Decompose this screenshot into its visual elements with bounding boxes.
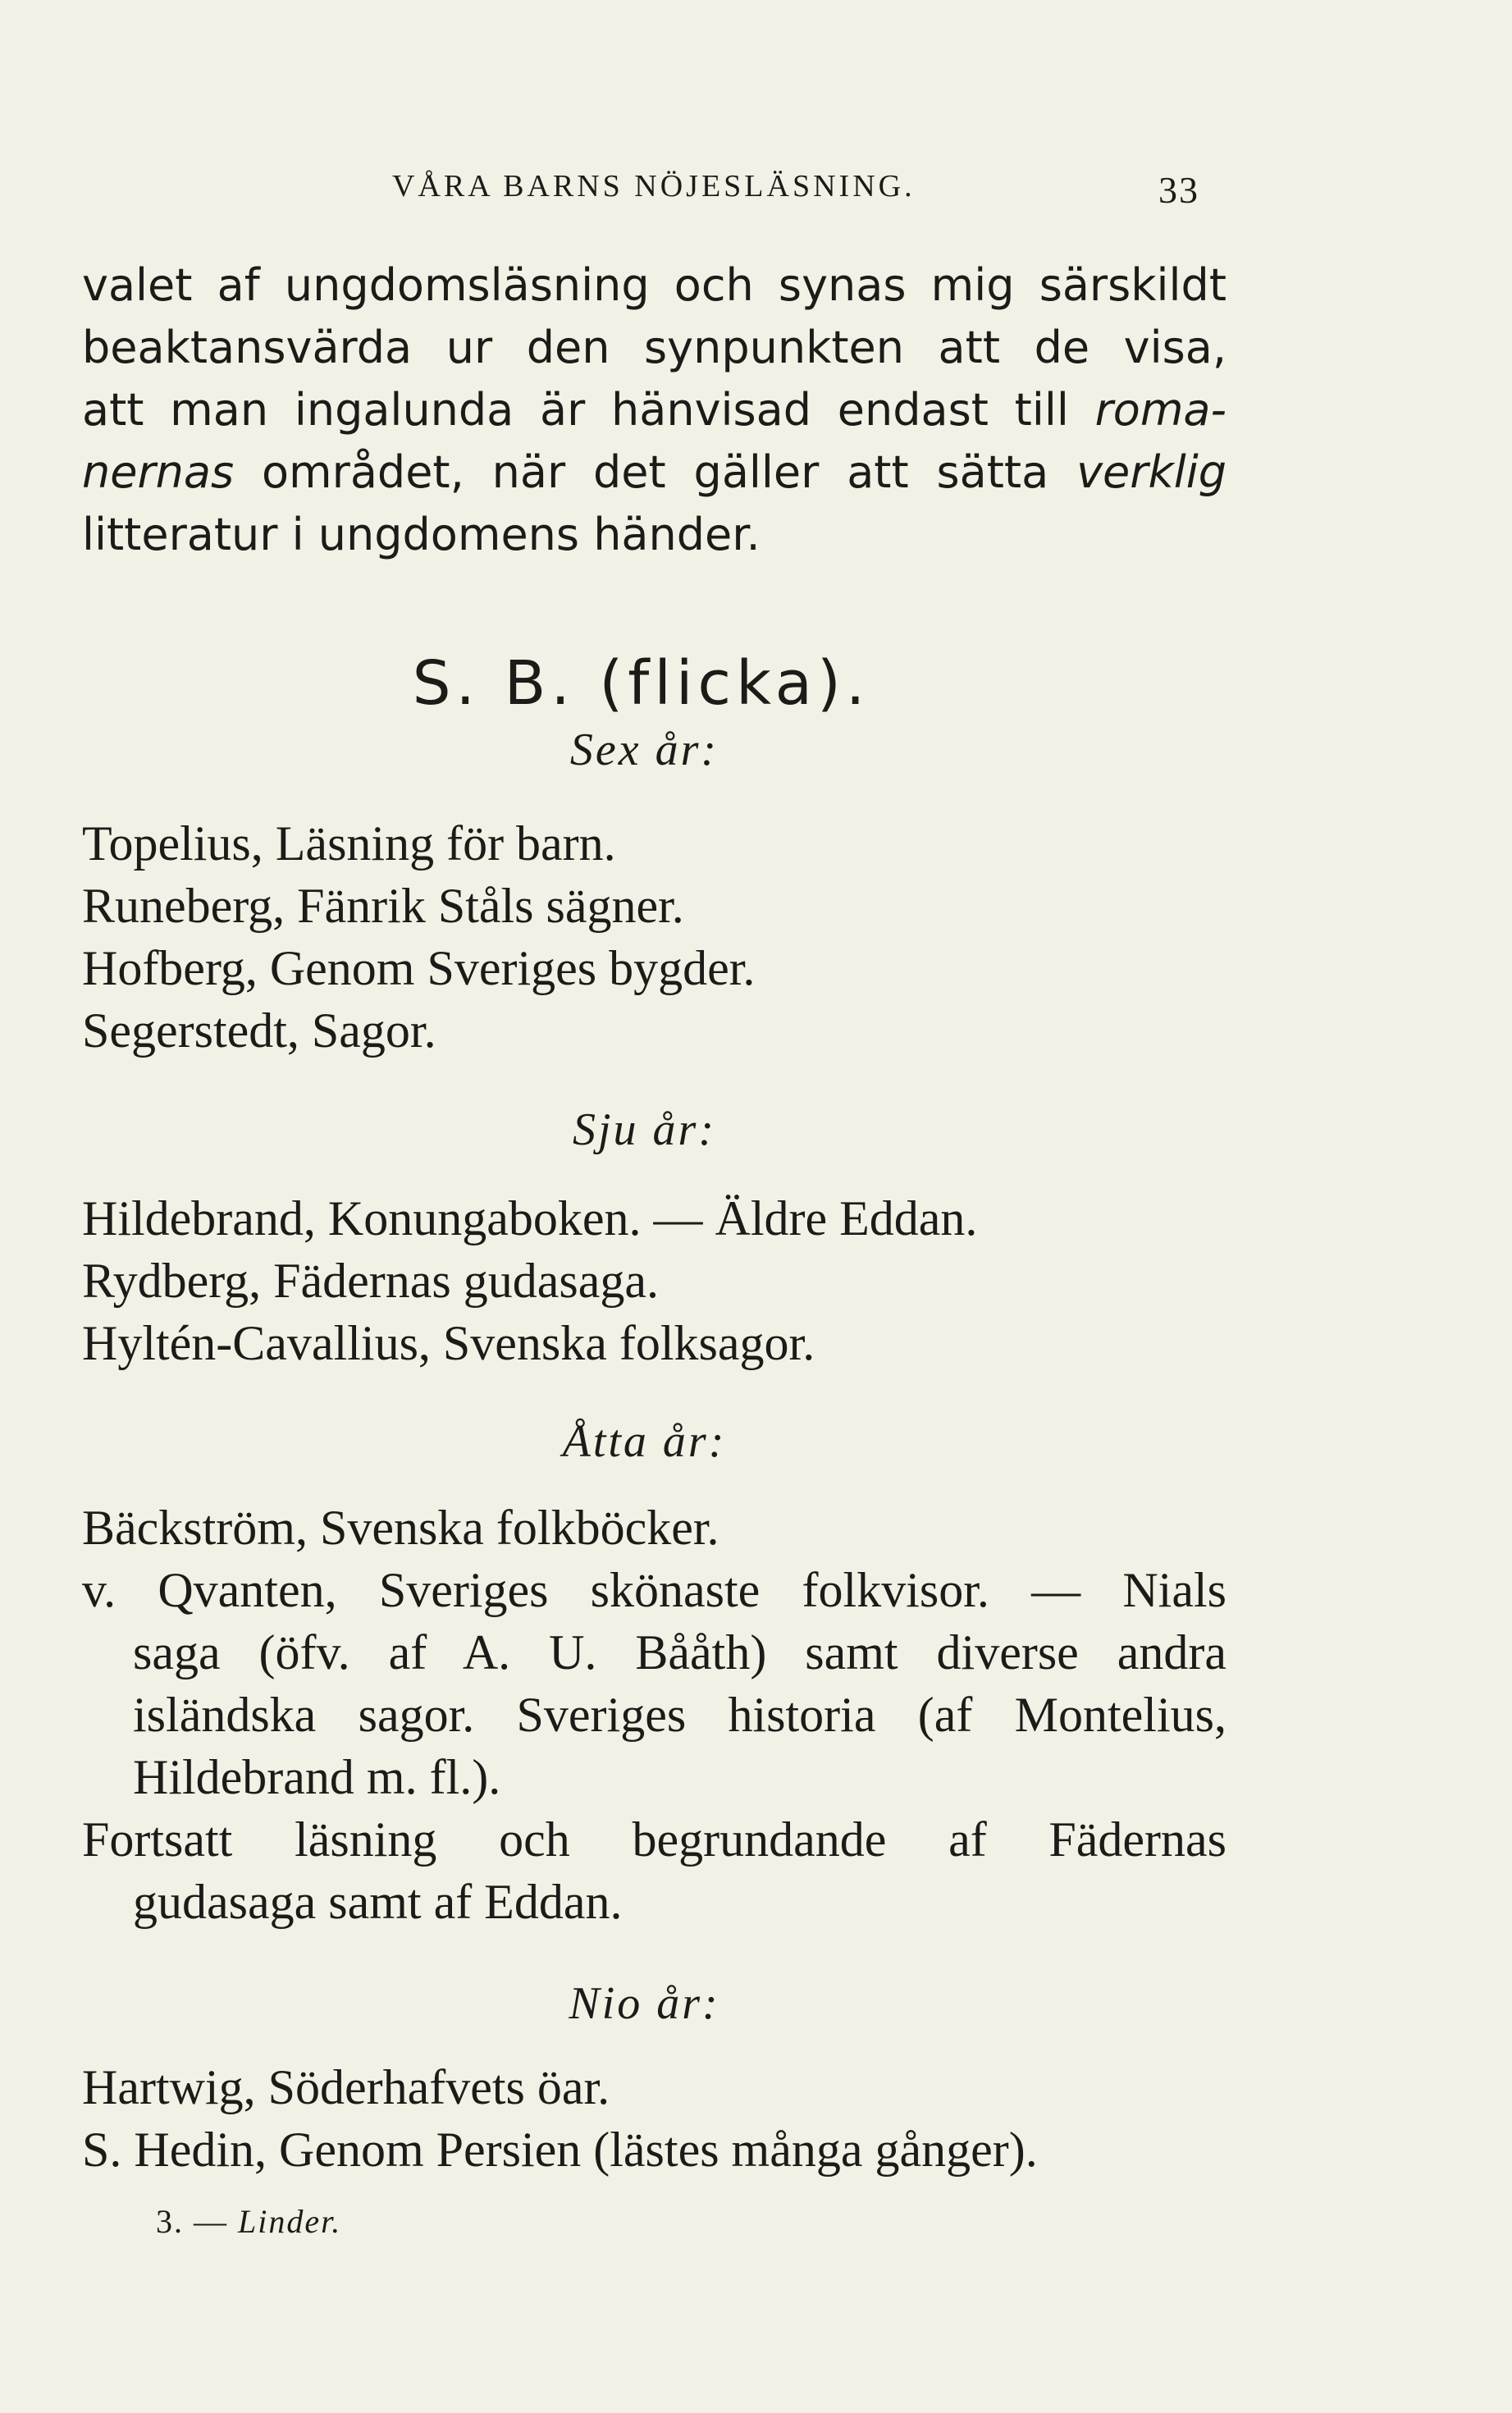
list-item: v. Qvanten, Sveriges skönaste folkvisor. — Nials [82,1563,1227,1617]
list-item: Topelius, Läsning för barn. [82,816,616,871]
reading-list-nine [82,2056,1247,2181]
age-heading-eight [0,1415,1512,1468]
intro-paragraph [82,254,1227,566]
signature-mark-author: Linder. [238,2203,342,2240]
age-heading-seven [0,1104,1512,1156]
age-heading-text: Nio år: [569,1978,720,2029]
emphasis-verklig: verklig [1076,446,1227,498]
emphasis-romanernas-2: nernas [82,446,235,498]
signature-text: S. B. (flicka). [412,648,870,719]
list-item: Fortsatt läsning och begrundande af Fädernas [82,1812,1227,1867]
list-item-continuation: isländska sagor. Sveriges historia (af Montelius, [133,1688,1227,1742]
list-item-continuation: gudasaga samt af Eddan. [133,1875,623,1929]
intro-line: beaktansvärda ur den synpunkten att de visa, [82,322,1227,373]
list-item: Runeberg, Fänrik Ståls sägner. [82,879,684,933]
list-item: Hartwig, Söderhafvets öar. [82,2060,610,2114]
list-item-continuation: saga (öfv. af A. U. Bååth) samt diverse andra [133,1625,1227,1680]
intro-line-text: området, när det gäller att sätta [261,446,1077,498]
list-item: Hyltén-Cavallius, Svenska folksagor. [82,1316,815,1370]
age-heading-nine [0,1977,1512,2030]
age-heading-text: Sju år: [573,1104,716,1155]
list-item: Rydberg, Fädernas gudasaga. [82,1254,659,1308]
list-item: Bäckström, Svenska folkböcker. [82,1501,719,1555]
reading-list-six [82,812,1247,1062]
emphasis-romanernas-1: roma- [1094,384,1227,436]
intro-line: litteratur i ungdomens händer. [82,509,761,560]
respondent-signature [0,648,1512,719]
signature-mark [156,2202,341,2241]
list-item: S. Hedin, Genom Persien (lästes många gånger). [82,2123,1038,2177]
list-item-continuation: Hildebrand m. fl.). [133,1750,501,1804]
reading-list-seven [82,1187,1247,1374]
list-item: Hofberg, Genom Sveriges bygder. [82,941,756,995]
reading-list-eight [82,1497,1247,1933]
intro-line: valet af ungdomsläsning och synas mig särskildt [82,259,1227,311]
list-item: Segerstedt, Sagor. [82,1003,436,1058]
list-item: Hildebrand, Konungaboken. — Äldre Eddan. [82,1191,978,1245]
age-heading-text: Sex år: [569,724,719,775]
intro-line [82,441,1227,504]
age-heading-text: Åtta år: [562,1416,727,1467]
running-title: VÅRA BARNS NÖJESLÄSNING. [392,169,916,203]
intro-line-text: att man ingalunda är hänvisad endast till [82,384,1095,436]
intro-line [82,379,1227,441]
page-number: 33 [1158,169,1199,211]
age-heading-six [0,724,1512,776]
signature-mark-number: 3. — [156,2203,228,2240]
